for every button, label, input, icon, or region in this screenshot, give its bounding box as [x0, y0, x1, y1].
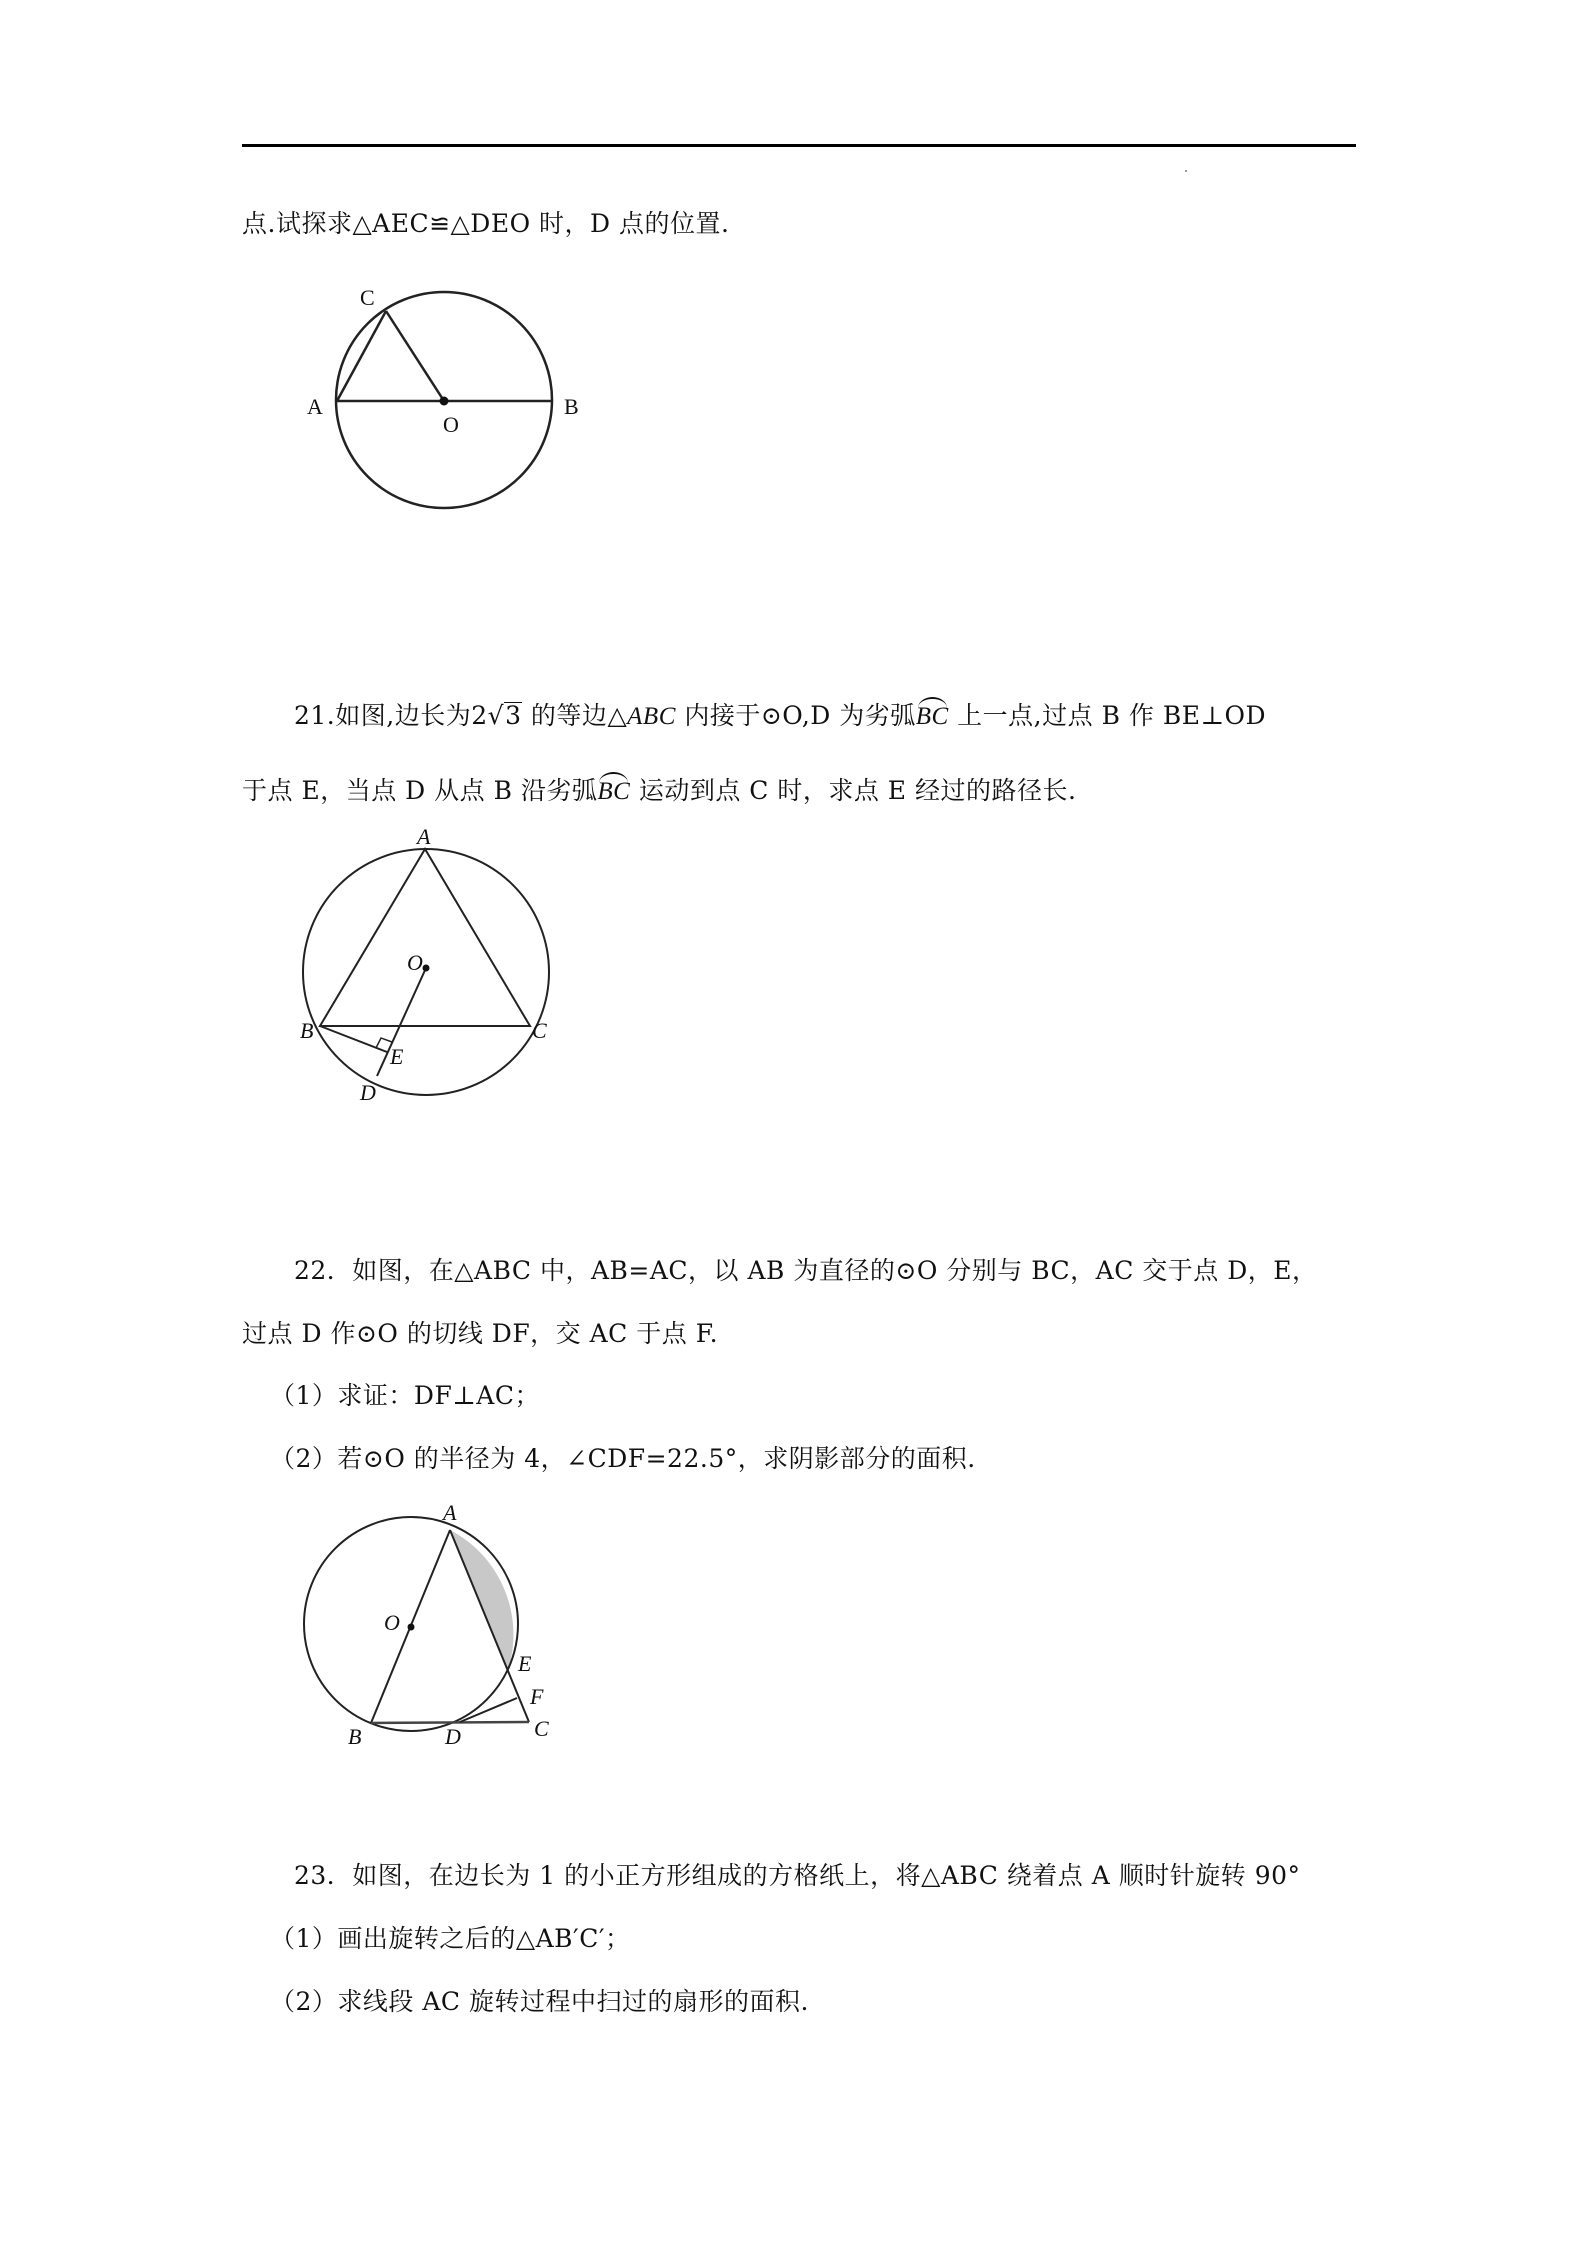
label-o: O: [407, 950, 423, 975]
label-a: A: [307, 394, 323, 419]
q21-line1: 21.如图,边长为2√3 的等边△ABC 内接于⊙O,D 为劣弧BC 上一点,过点 B 作 BE⊥OD: [294, 700, 1266, 733]
q22-part2: （2）若⊙O 的半径为 4，∠CDF=22.5°，求阴影部分的面积.: [270, 1444, 976, 1473]
label-o: O: [384, 1610, 400, 1635]
label-e: E: [390, 1044, 404, 1069]
q22-line1: 22．如图，在△ABC 中，AB=AC，以 AB 为直径的⊙O 分别与 BC，AC 交于点 D，E，: [294, 1256, 1318, 1285]
label-c: C: [532, 1018, 547, 1043]
label-b: B: [300, 1018, 314, 1043]
label-f: F: [530, 1684, 544, 1709]
arc-bc: BC: [597, 776, 630, 808]
figure-20-circle-diagram: [280, 270, 600, 530]
page-mark: [1185, 170, 1187, 172]
header-rule: [242, 144, 1356, 147]
q22-line2: 过点 D 作⊙O 的切线 DF，交 AC 于点 F.: [242, 1319, 719, 1348]
label-b: B: [348, 1724, 362, 1749]
label-c: C: [534, 1716, 549, 1741]
label-d: D: [360, 1080, 376, 1105]
label-d: D: [445, 1724, 461, 1749]
label-a: A: [443, 1500, 457, 1525]
q23-part1: （1）画出旋转之后的△AB′C′；: [270, 1924, 631, 1953]
q22-part1: （1）求证：DF⊥AC；: [270, 1381, 540, 1410]
label-e: E: [518, 1651, 532, 1676]
label-c: C: [360, 285, 375, 310]
q20-text: 点.试探求△AEC≌△DEO 时，D 点的位置.: [242, 209, 730, 238]
figure-21-inscribed-triangle: [280, 820, 580, 1110]
q21-line2: 于点 E，当点 D 从点 B 沿劣弧BC 运动到点 C 时，求点 E 经过的路径长.: [242, 775, 1076, 808]
arc-bc: BC: [916, 701, 949, 733]
radical: 3: [505, 701, 522, 730]
label-b: B: [564, 394, 579, 419]
figure-22-circle-triangle-shaded: [280, 1500, 580, 1770]
label-o: O: [443, 412, 459, 437]
label-a: A: [417, 824, 431, 849]
q23-line1: 23．如图，在边长为 1 的小正方形组成的方格纸上，将△ABC 绕着点 A 顺时针旋转 90°: [294, 1861, 1301, 1890]
q23-part2: （2）求线段 AC 旋转过程中扫过的扇形的面积.: [270, 1987, 809, 2016]
